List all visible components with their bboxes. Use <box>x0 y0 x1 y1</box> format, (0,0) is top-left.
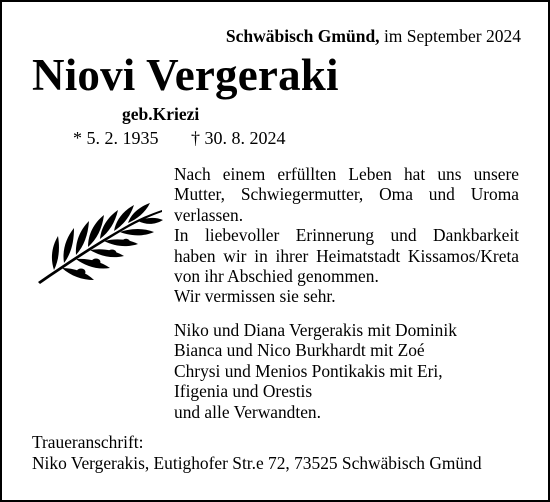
mourners-list <box>174 320 519 422</box>
life-dates <box>73 128 286 149</box>
message-line: haben wir in ihrer Heimatstadt Kissamos/Kreta <box>174 245 519 266</box>
notice-date: im September 2024 <box>383 26 521 46</box>
message-line: verlassen. <box>174 204 244 225</box>
birth-date: * 5. 2. 1935 <box>73 128 159 148</box>
olive-branch-icon <box>34 196 164 286</box>
address-value: Niko Vergerakis, Eutighofer Str.e 72, 73525 Schwäbisch Gmünd <box>32 453 482 473</box>
death-date: † 30. 8. 2024 <box>191 128 286 148</box>
place-name: Schwäbisch Gmünd, <box>225 26 380 46</box>
message-line: In liebevoller Erinnerung und Dankbarkeit <box>174 225 519 246</box>
message-line: von ihr Abschied genommen. <box>174 266 379 287</box>
mourning-address <box>32 432 482 474</box>
message-line: Wir vermissen sie sehr. <box>174 286 336 307</box>
condolence-message <box>174 164 519 307</box>
mourner-line: Chrysi und Menios Pontikakis mit Eri, <box>174 360 443 381</box>
mourner-line: Bianca und Nico Burkhardt mit Zoé <box>174 340 425 361</box>
address-label: Traueranschrift: <box>32 432 144 452</box>
mourner-line: Niko und Diana Vergerakis mit Dominik <box>174 320 457 340</box>
message-line: Mutter, Schwiegermutter, Oma und Uroma <box>174 184 519 205</box>
maiden-name: geb.Kriezi <box>122 104 200 124</box>
mourner-line: Ifigenia und Orestis <box>174 381 313 402</box>
deceased-name: Niovi Vergeraki <box>32 50 339 100</box>
mourner-line: und alle Verwandten. <box>174 401 321 422</box>
place-date-line <box>226 26 521 47</box>
message-line: Nach einem erfüllten Leben hat uns unsere <box>174 164 519 184</box>
